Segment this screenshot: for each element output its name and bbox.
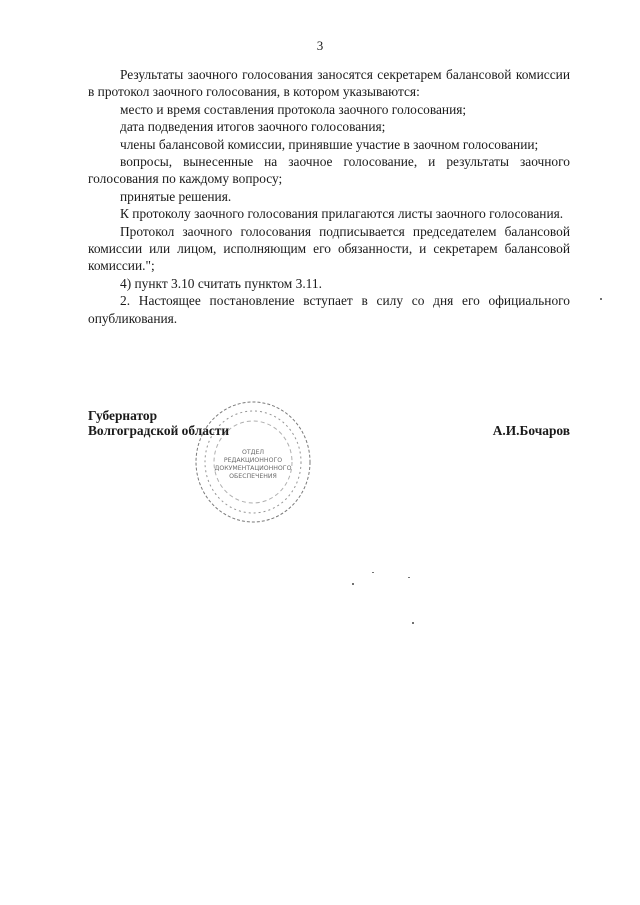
- paragraph-questions-results: вопросы, вынесенные на заочное голосование, и результаты заочного голосования по каждому вопросу;: [88, 154, 570, 187]
- paragraph-attached-sheets: К протоколу заочного голосования прилагаются листы заочного голосования.: [120, 206, 564, 222]
- stamp-text-line4: ОБЕСПЕЧЕНИЯ: [229, 473, 277, 480]
- paragraph-commission-members: члены балансовой комиссии, принявшие участие в заочном голосовании;: [120, 136, 539, 152]
- document-body: [88, 66, 570, 327]
- signature-title-line2: Волгоградской области: [88, 423, 230, 438]
- paragraph-place-time: место и время составления протокола заочного голосования;: [120, 101, 467, 117]
- scan-speck: [372, 572, 374, 573]
- paragraph-decisions: принятые решения.: [120, 188, 232, 204]
- official-stamp: [192, 398, 314, 526]
- signature-title-line1: Губернатор: [88, 408, 158, 423]
- scan-speck: [352, 583, 354, 585]
- stamp-text-line1: ОТДЕЛ: [241, 449, 265, 456]
- scan-speck: [408, 577, 410, 578]
- paragraph-item-renumber: 4) пункт 3.10 считать пунктом 3.11.: [120, 275, 322, 291]
- paragraph-date-results: дата подведения итогов заочного голосования;: [120, 119, 386, 135]
- scan-speck: [600, 298, 602, 300]
- scan-speck: [412, 622, 414, 624]
- signature-name: А.И.Бочаров: [492, 423, 570, 438]
- page-number: 3: [316, 38, 324, 53]
- paragraph-effective-date: 2. Настоящее постановление вступает в силу со дня его официального опубликования.: [88, 293, 570, 326]
- stamp-text-line3: ДОКУМЕНТАЦИОННОГО: [214, 465, 292, 472]
- paragraph-protocol-signed: Протокол заочного голосования подписывается председателем балансовой комиссии или лицом, исполняющим его обязанности, и секретарем балансовой комиссии.";: [88, 223, 570, 274]
- stamp-text-line2: РЕДАКЦИОННОГО: [223, 457, 283, 464]
- paragraph-results-recorded: Результаты заочного голосования заносятся секретарем балансовой комиссии в протокол заочного голосования, в котором указываются:: [88, 67, 570, 100]
